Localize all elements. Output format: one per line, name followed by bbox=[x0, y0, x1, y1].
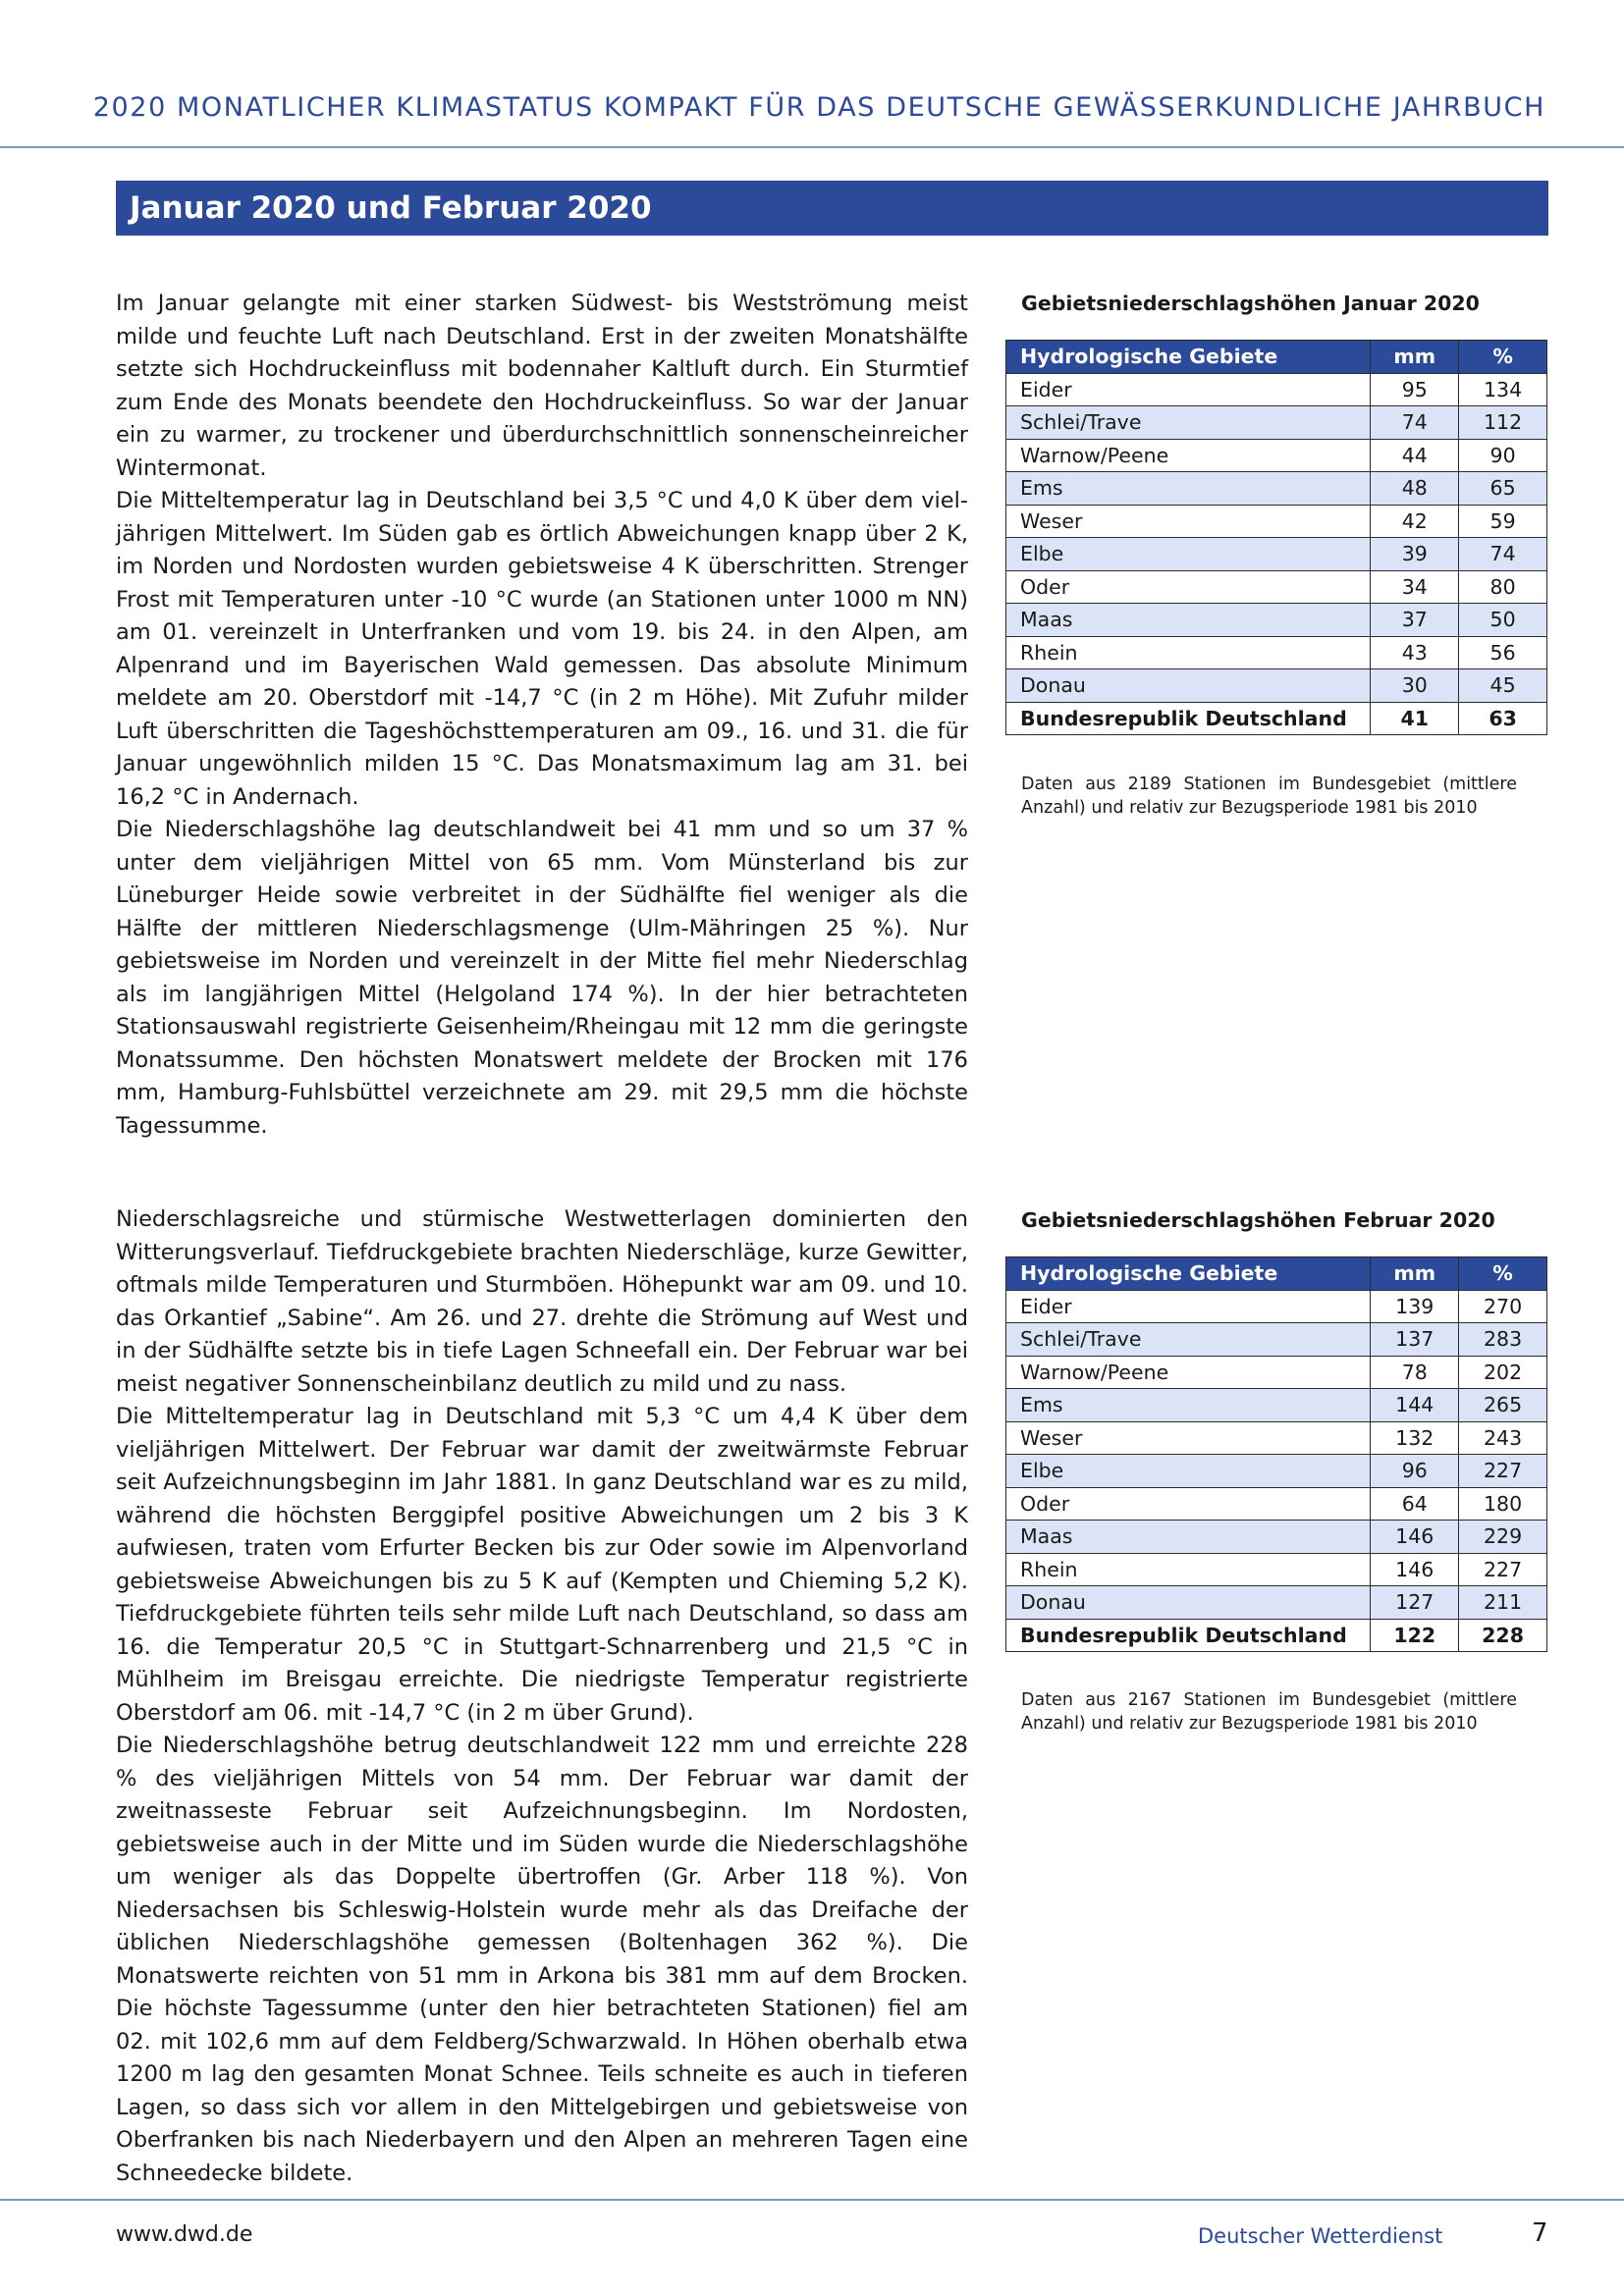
table-row bbox=[1006, 669, 1547, 703]
region-percent: 45 bbox=[1459, 669, 1547, 703]
table-row bbox=[1006, 538, 1547, 571]
region-name: Schlei/Trave bbox=[1006, 406, 1371, 440]
page-number: 7 bbox=[1532, 2218, 1548, 2248]
region-percent: 211 bbox=[1459, 1586, 1547, 1620]
region-percent: 270 bbox=[1459, 1290, 1547, 1323]
region-percent: 112 bbox=[1459, 406, 1547, 440]
table-row bbox=[1006, 439, 1547, 472]
region-mm: 42 bbox=[1371, 505, 1459, 538]
region-name: Warnow/Peene bbox=[1006, 1356, 1371, 1389]
region-percent: 56 bbox=[1459, 636, 1547, 669]
table-row bbox=[1006, 1421, 1547, 1455]
table-row bbox=[1006, 1389, 1547, 1422]
region-name: Weser bbox=[1006, 1421, 1371, 1455]
region-name: Eider bbox=[1006, 1290, 1371, 1323]
region-name: Ems bbox=[1006, 1389, 1371, 1422]
february-paragraph: Die Mitteltemperatur lag in Deutschland mit 5,3 °C um 4,4 K über dem vieljährigen Mittelwert. Der Februar war damit der zweitwärmste Februar seit Aufzeichnungsbeginn im Jahr 1881. In ganz Deutschland war es zu mild, während die höchsten Berggipfel positive Abweichungen um 2 bis 3 K aufwiesen, traten vom Erfurter Becken bis zur Oder sowie im Alpenvorland gebietsweise Abweichungen bis zu 5 K auf (Kempten und Chieming 5,2 K). Tiefdruckgebiete führten teils sehr milde Luft nach Deutschland, so dass am 16. die Temperatur 20,5 °C in Stuttgart-Schnarrenberg und 21,5 °C in Mühlheim im Breisgau erreichte. Die niedrigste Temperatur registrierte Oberstdorf am 06. mit -14,7 °C (in 2 m über Grund). bbox=[116, 1404, 968, 1726]
table-header-row bbox=[1006, 1257, 1547, 1291]
column-header-mm: mm bbox=[1371, 1257, 1459, 1291]
january-paragraph: Die Mitteltemperatur lag in Deutschland bei 3,5 °C und 4,0 K über dem vieljährigen Mittelwert. Im Süden gab es örtlich Abweichungen knapp über 2 K, im Norden und Nordosten wurden gebietsweise 4 K überschritten. Strenger Frost mit Temperaturen unter -10 °C wurde (an Stationen unter 1000 m NN) am 01. vereinzelt in Unterfranken und vom 19. bis 24. in den Alpen, am Alpenrand und im Bayerischen Wald gemessen. Das absolute Minimum meldete am 20. Oberstdorf mit -14,7 °C (in 2 m Höhe). Mit Zufuhr milder Luft überschritten die Tageshöchsttemperaturen am 09., 16. und 31. die für Januar ungewöhnlich milden 15 °C. Das Monatsmaximum lag am 31. bei 16,2 °C in Andernach. bbox=[116, 488, 968, 810]
region-mm: 30 bbox=[1371, 669, 1459, 703]
region-name: Elbe bbox=[1006, 538, 1371, 571]
january-paragraph: Die Niederschlagshöhe lag deutschlandweit bei 41 mm und so um 37 % unter dem vieljährigen Mittel von 65 mm. Vom Münsterland bis zur Lüneburger Heide sowie verbreitet in der Südhälfte fiel weniger als die Hälfte der mittleren Niederschlagsmenge (Ulm-Mähringen 25 %). Nur gebietsweise im Norden und vereinzelt in der Mitte fiel mehr Niederschlag als im langjährigen Mittel (Helgoland 174 %). In der hier betrachteten Stationsauswahl registrierte Geisenheim/Rheingau mit 12 mm die geringste Monatssumme. Den höchsten Monatswert meldete der Brocken mit 176 mm, Hamburg-Fuhlsbüttel verzeichnete am 29. mit 29,5 mm die höchste Tagessumme. bbox=[116, 817, 968, 1139]
header-divider bbox=[0, 146, 1624, 148]
region-mm: 95 bbox=[1371, 373, 1459, 406]
table-row bbox=[1006, 1487, 1547, 1521]
region-name: Donau bbox=[1006, 1586, 1371, 1620]
column-header-mm: mm bbox=[1371, 341, 1459, 374]
region-name: Schlei/Trave bbox=[1006, 1323, 1371, 1357]
region-mm: 43 bbox=[1371, 636, 1459, 669]
region-name: Maas bbox=[1006, 604, 1371, 637]
region-name: Elbe bbox=[1006, 1455, 1371, 1488]
region-percent: 227 bbox=[1459, 1553, 1547, 1586]
region-mm: 132 bbox=[1371, 1421, 1459, 1455]
region-name: Oder bbox=[1006, 1487, 1371, 1521]
region-percent: 65 bbox=[1459, 472, 1547, 506]
february-text bbox=[116, 1203, 968, 2190]
region-mm: 96 bbox=[1371, 1455, 1459, 1488]
region-mm: 146 bbox=[1371, 1553, 1459, 1586]
region-percent: 180 bbox=[1459, 1487, 1547, 1521]
february-table-title: Gebietsniederschlagshöhen Februar 2020 bbox=[1021, 1208, 1495, 1232]
january-table-title: Gebietsniederschlagshöhen Januar 2020 bbox=[1021, 292, 1480, 315]
table-row bbox=[1006, 472, 1547, 506]
region-mm: 74 bbox=[1371, 406, 1459, 440]
region-percent: 265 bbox=[1459, 1389, 1547, 1422]
table-row bbox=[1006, 570, 1547, 604]
region-percent: 74 bbox=[1459, 538, 1547, 571]
region-mm: 146 bbox=[1371, 1521, 1459, 1554]
footer-url-link[interactable]: www.dwd.de bbox=[116, 2222, 253, 2247]
total-percent: 63 bbox=[1459, 702, 1547, 735]
region-name: Weser bbox=[1006, 505, 1371, 538]
table-row bbox=[1006, 1323, 1547, 1357]
region-mm: 144 bbox=[1371, 1389, 1459, 1422]
column-header-region: Hydrologische Gebiete bbox=[1006, 1257, 1371, 1291]
table-row bbox=[1006, 1521, 1547, 1554]
table-total-row bbox=[1006, 702, 1547, 735]
region-name: Rhein bbox=[1006, 1553, 1371, 1586]
table-row bbox=[1006, 1586, 1547, 1620]
region-mm: 37 bbox=[1371, 604, 1459, 637]
region-name: Oder bbox=[1006, 570, 1371, 604]
region-percent: 80 bbox=[1459, 570, 1547, 604]
total-name: Bundesrepublik Deutschland bbox=[1006, 702, 1371, 735]
region-percent: 50 bbox=[1459, 604, 1547, 637]
region-percent: 243 bbox=[1459, 1421, 1547, 1455]
january-table-note: Daten aus 2189 Stationen im Bundesgebiet (mittlere Anzahl) und relativ zur Bezugsperiode 1981 bis 2010 bbox=[1021, 774, 1517, 818]
region-mm: 44 bbox=[1371, 439, 1459, 472]
region-name: Ems bbox=[1006, 472, 1371, 506]
february-precipitation-table bbox=[1005, 1256, 1547, 1652]
february-table-note: Daten aus 2167 Stationen im Bundesgebiet (mittlere Anzahl) und relativ zur Bezugsperiode 1981 bis 2010 bbox=[1021, 1690, 1517, 1734]
column-header-percent: % bbox=[1459, 341, 1547, 374]
table-row bbox=[1006, 636, 1547, 669]
region-mm: 139 bbox=[1371, 1290, 1459, 1323]
region-name: Maas bbox=[1006, 1521, 1371, 1554]
table-row bbox=[1006, 406, 1547, 440]
total-mm: 41 bbox=[1371, 702, 1459, 735]
total-mm: 122 bbox=[1371, 1619, 1459, 1652]
column-header-region: Hydrologische Gebiete bbox=[1006, 341, 1371, 374]
region-percent: 283 bbox=[1459, 1323, 1547, 1357]
section-title: Januar 2020 und Februar 2020 bbox=[116, 181, 1548, 236]
table-row bbox=[1006, 1290, 1547, 1323]
table-row bbox=[1006, 1455, 1547, 1488]
region-percent: 134 bbox=[1459, 373, 1547, 406]
region-mm: 127 bbox=[1371, 1586, 1459, 1620]
table-total-row bbox=[1006, 1619, 1547, 1652]
table-row bbox=[1006, 1553, 1547, 1586]
table-header-row bbox=[1006, 341, 1547, 374]
page-header-title: 2020 MONATLICHER KLIMASTATUS KOMPAKT FÜR DAS DEUTSCHE GEWÄSSERKUNDLICHE JAHRBUCH bbox=[92, 92, 1545, 123]
region-percent: 90 bbox=[1459, 439, 1547, 472]
total-percent: 228 bbox=[1459, 1619, 1547, 1652]
february-paragraph: Die Niederschlagshöhe betrug deutschlandweit 122 mm und erreichte 228 % des vieljährigen Mittels von 54 mm. Der Februar war damit der zweitnasseste Februar seit Aufzeichnungsbeginn. Im Nordosten, gebietsweise auch in der Mitte und im Süden wurde die Niederschlagshöhe um weniger als das Doppelte übertroffen (Gr. Arber 118 %). Von Niedersachsen bis Schleswig-Holstein wurde mehr als das Dreifache der üblichen Niederschlagshöhe gemessen (Boltenhagen 362 %). Die Monatswerte reichten von 51 mm in Arkona bis 381 mm auf dem Brocken. Die höchste Tagessumme (unter den hier betrachteten Stationen) fiel am 02. mit 102,6 mm auf dem Feldberg/Schwarzwald. In Höhen oberhalb etwa 1200 m lag den gesamten Monat Schnee. Teils schneite es auch in tieferen Lagen, so dass sich vor allem in den Mittelgebirgen und gebietsweise von Oberfranken bis nach Niederbayern und den Alpen an mehreren Tagen eine Schneedecke bildete. bbox=[116, 1733, 968, 2186]
footer-organization: Deutscher Wetterdienst bbox=[1198, 2224, 1443, 2248]
region-percent: 227 bbox=[1459, 1455, 1547, 1488]
region-name: Donau bbox=[1006, 669, 1371, 703]
region-mm: 64 bbox=[1371, 1487, 1459, 1521]
region-mm: 48 bbox=[1371, 472, 1459, 506]
table-row bbox=[1006, 373, 1547, 406]
january-text bbox=[116, 288, 968, 1143]
region-mm: 34 bbox=[1371, 570, 1459, 604]
table-row bbox=[1006, 1356, 1547, 1389]
january-paragraph: Im Januar gelangte mit einer starken Südwest- bis Westströmung meist milde und feuchte Luft nach Deutschland. Erst in der zweiten Monatshälfte setzte sich Hochdruckeinfluss mit bodennaher Kaltluft durch. Ein Sturmtief zum Ende des Monats beendete den Hochdruckeinfluss. So war der Januar ein zu warmer, zu trockener und überdurchschnittlich sonnenscheinreicher Wintermonat. bbox=[116, 291, 968, 481]
region-name: Eider bbox=[1006, 373, 1371, 406]
region-percent: 202 bbox=[1459, 1356, 1547, 1389]
january-precipitation-table bbox=[1005, 340, 1547, 735]
region-name: Rhein bbox=[1006, 636, 1371, 669]
region-name: Warnow/Peene bbox=[1006, 439, 1371, 472]
february-paragraph: Niederschlagsreiche und stürmische Westwetterlagen dominierten den Witterungsverlauf. Tiefdruckgebiete brachten Niederschläge, kurze Gewitter, oftmals milde Temperaturen und Sturmböen. Höhepunkt war am 09. und 10. das Orkantief „Sabine“. Am 26. und 27. drehte die Strömung auf West und in der Südhälfte setzte bis in tiefe Lagen Schneefall ein. Der Februar war bei meist negativer Sonnenscheinbilanz deutlich zu mild und zu nass. bbox=[116, 1206, 968, 1397]
region-mm: 137 bbox=[1371, 1323, 1459, 1357]
region-percent: 229 bbox=[1459, 1521, 1547, 1554]
table-row bbox=[1006, 604, 1547, 637]
total-name: Bundesrepublik Deutschland bbox=[1006, 1619, 1371, 1652]
region-mm: 78 bbox=[1371, 1356, 1459, 1389]
table-row bbox=[1006, 505, 1547, 538]
region-percent: 59 bbox=[1459, 505, 1547, 538]
column-header-percent: % bbox=[1459, 1257, 1547, 1291]
footer-divider bbox=[0, 2199, 1624, 2201]
region-mm: 39 bbox=[1371, 538, 1459, 571]
